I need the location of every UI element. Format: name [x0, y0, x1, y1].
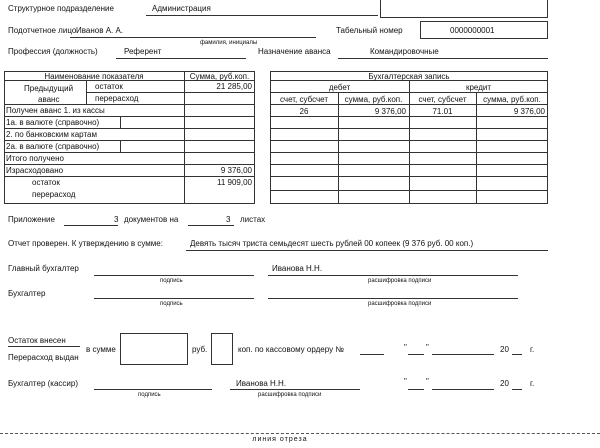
- right-col-divider: [338, 92, 339, 204]
- remain-deposited-line: [8, 346, 80, 347]
- decode-caption: расшифровка подписи: [368, 301, 432, 307]
- person-caption: фамилия, инициалы: [200, 40, 258, 46]
- left-row-line: [4, 104, 255, 105]
- chief-accountant-label: Главный бухгалтер: [8, 264, 79, 273]
- currency-row-label: 1а. в валюте (справочно): [6, 118, 100, 127]
- credit-sum-value[interactable]: 9 376,00: [513, 107, 545, 116]
- cards-row-label: 2. по банковским картам: [6, 130, 97, 139]
- accountant-decode-line: [268, 298, 518, 299]
- rub-amount-box[interactable]: [120, 333, 188, 365]
- date-quote: ": [426, 377, 429, 386]
- debit-header: дебет: [328, 83, 351, 92]
- approval-text: Отчет проверен. К утверждению в сумме:: [8, 239, 163, 248]
- prev-advance-label: Предыдущий: [24, 84, 74, 93]
- signature-caption: подпись: [138, 392, 161, 398]
- date-quote: ": [404, 343, 407, 352]
- purpose-label: Назначение аванса: [258, 47, 331, 56]
- profession-value[interactable]: Референт: [124, 47, 162, 56]
- left-row-line: [4, 140, 255, 141]
- currency-cell-divider: [120, 116, 121, 128]
- left-row-line: [4, 152, 255, 153]
- appendix-docs-label: документов на: [124, 215, 179, 224]
- accountant-label: Бухгалтер: [8, 289, 46, 298]
- chief-signature-line[interactable]: [94, 275, 254, 276]
- date-year: 20: [500, 345, 509, 354]
- decode-caption: расшифровка подписи: [258, 392, 322, 398]
- credit-sum-header: сумма, руб.коп.: [483, 95, 541, 104]
- date-year-line[interactable]: [512, 354, 522, 355]
- left-col-name-header: Наименование показателя: [44, 72, 144, 81]
- date-year-line[interactable]: [512, 389, 522, 390]
- profession-line: [116, 58, 246, 59]
- credit-header: кредит: [465, 83, 492, 92]
- dept-label: Структурное подразделение: [8, 4, 114, 13]
- date-month-line[interactable]: [432, 389, 494, 390]
- date-day-line[interactable]: [408, 354, 424, 355]
- dept-value[interactable]: Администрация: [152, 4, 211, 13]
- spent-label: Израсходовано: [6, 166, 64, 175]
- prev-remain-label: остаток: [95, 82, 123, 91]
- appendix-sheets-count[interactable]: 3: [226, 215, 231, 224]
- order-number-line[interactable]: [360, 354, 384, 355]
- left-row-line: [4, 116, 255, 117]
- in-sum-label: в сумме: [86, 345, 116, 354]
- credit-account-value[interactable]: 71.01: [432, 107, 453, 116]
- spent-value[interactable]: 9 376,00: [220, 166, 252, 175]
- signature-caption: подпись: [160, 301, 183, 307]
- date-g: г.: [530, 379, 535, 388]
- approval-line: [186, 250, 548, 251]
- appendix-sheets-line: [188, 225, 234, 226]
- rub-label: руб.: [192, 345, 208, 354]
- accountant-signature-line[interactable]: [94, 298, 254, 299]
- left-table-col-divider: [184, 71, 185, 204]
- cashier-label: Бухгалтер (кассир): [8, 379, 78, 388]
- left-row-line: [4, 128, 255, 129]
- tab-value[interactable]: 0000000001: [450, 26, 495, 35]
- left-row-line: [4, 176, 255, 177]
- date-month-line[interactable]: [432, 354, 494, 355]
- chief-name[interactable]: Иванова Н.Н.: [272, 264, 323, 273]
- date-quote: ": [404, 377, 407, 386]
- profession-label: Профессия (должность): [8, 47, 98, 56]
- debit-account-header: счет, субсчет: [280, 95, 328, 104]
- left-col-sum-header: Сумма, руб.коп.: [189, 72, 250, 81]
- appendix-count-line: [64, 225, 118, 226]
- chief-decode-line: [268, 275, 518, 276]
- remain-value[interactable]: 11 909,00: [217, 178, 252, 187]
- date-year: 20: [500, 379, 509, 388]
- debit-sum-value[interactable]: 9 376,00: [374, 107, 406, 116]
- remain-deposited-label: Остаток внесен: [8, 336, 66, 345]
- cashier-signature-line[interactable]: [94, 389, 212, 390]
- left-row-line: [4, 164, 255, 165]
- purpose-line: [338, 58, 548, 59]
- credit-account-header: счет, субсчет: [418, 95, 467, 104]
- received-label: Получен аванс 1. из кассы: [6, 106, 105, 115]
- right-col-divider: [476, 92, 477, 204]
- currency-cell-divider: [120, 140, 121, 152]
- tab-label: Табельный номер: [336, 26, 403, 35]
- person-line: [70, 37, 316, 38]
- debit-sum-header: сумма, руб.коп.: [344, 95, 403, 104]
- cash-order-label: коп. по кассовому ордеру №: [238, 345, 344, 354]
- cut-line: [0, 433, 600, 434]
- prev-advance-label: аванс: [38, 95, 60, 104]
- cashier-decode-line: [230, 389, 360, 390]
- overspend-label: перерасход: [32, 190, 76, 199]
- signature-caption: подпись: [160, 278, 183, 284]
- appendix-count[interactable]: 3: [114, 215, 119, 224]
- top-right-box: [380, 0, 548, 18]
- dept-line: [146, 15, 378, 16]
- overspend-issued-label: Перерасход выдан: [8, 353, 79, 362]
- accounting-entry-header: Бухгалтерская запись: [368, 72, 450, 81]
- debit-account-value[interactable]: 26: [299, 107, 309, 116]
- approval-amount[interactable]: Девять тысяч триста семьдесят шесть рублей 00 копеек (9 376 руб. 00 коп.): [190, 239, 474, 248]
- prev-remain-value[interactable]: 21 285,00: [216, 82, 252, 91]
- left-row-line: [86, 92, 255, 93]
- prev-overspend-label: перерасход: [95, 94, 139, 103]
- cashier-name[interactable]: Иванова Н.Н.: [236, 379, 287, 388]
- kop-amount-box[interactable]: [211, 333, 233, 365]
- remain-label: остаток: [32, 178, 60, 187]
- decode-caption: расшифровка подписи: [368, 278, 432, 284]
- purpose-value[interactable]: Командировочные: [370, 47, 439, 56]
- date-g: г.: [530, 345, 535, 354]
- cut-line-label: линия отреза: [252, 436, 308, 443]
- total-received-label: Итого получено: [6, 154, 64, 163]
- person-value[interactable]: Иванов А. А.: [76, 26, 124, 35]
- appendix-label: Приложение: [8, 215, 55, 224]
- date-quote: ": [426, 343, 429, 352]
- appendix-sheets-label: листах: [240, 215, 266, 224]
- currency-row-label: 2а. в валюте (справочно): [6, 142, 100, 151]
- person-label: Подотчетное лицо: [8, 26, 77, 35]
- date-day-line[interactable]: [408, 389, 424, 390]
